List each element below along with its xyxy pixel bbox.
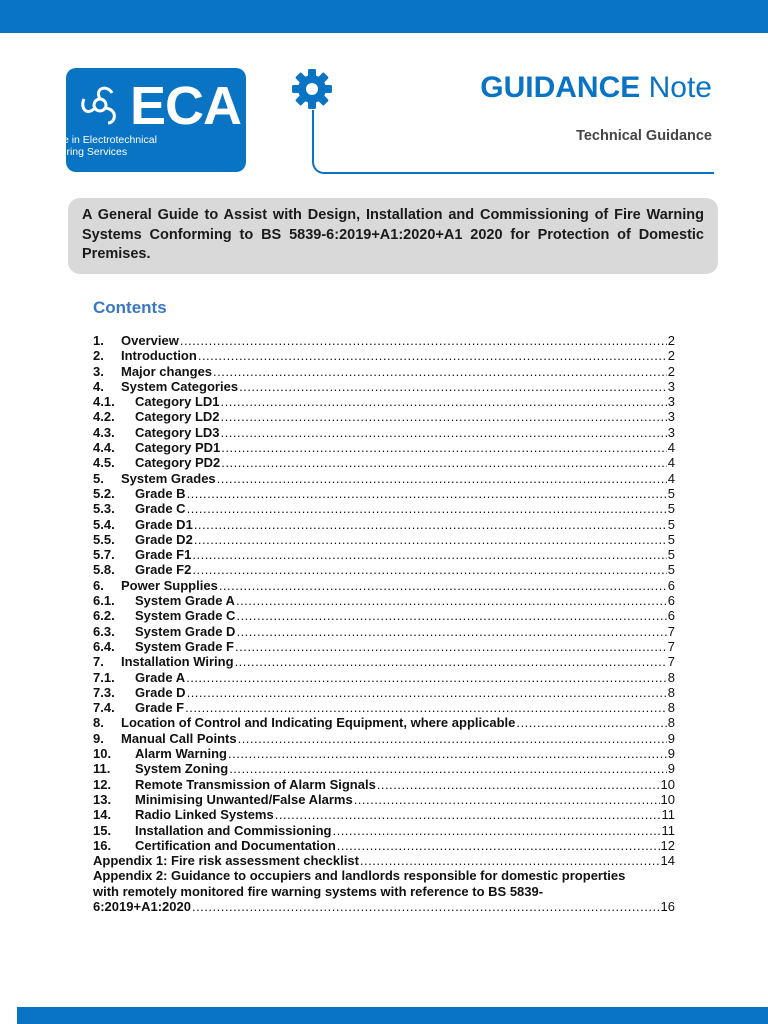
- logo-tagline-1: Excellence in Electrotechnical: [18, 134, 157, 146]
- title-bold: GUIDANCE: [480, 71, 641, 104]
- toc-entry-title: System Grade C: [135, 608, 236, 624]
- toc-entry-title: Category LD1: [135, 394, 220, 410]
- toc-entry-page: 10: [660, 776, 675, 792]
- toc-entry-title: Grade D: [135, 684, 186, 700]
- toc-entry-title-line-1: Appendix 2: Guidance to occupiers and landlords responsible for domestic properties: [93, 868, 626, 884]
- toc-leader-dots: [236, 593, 667, 608]
- toc-entry-number: 12.: [93, 776, 112, 792]
- toc-entry-title: Grade B: [135, 485, 186, 501]
- toc-entry-number: 1.: [93, 333, 104, 348]
- toc-entry-page: 7: [667, 654, 675, 670]
- toc-entry-number: 6.3.: [93, 623, 115, 639]
- toc-entry-page: 2: [667, 333, 675, 348]
- toc-entry-number: 13.: [93, 791, 112, 807]
- toc-entry-title: Remote Transmission of Alarm Signals: [135, 776, 376, 792]
- toc-leader-dots: [186, 670, 667, 685]
- toc-entry[interactable]: [93, 562, 675, 577]
- toc-entry-title: Grade D2: [135, 531, 193, 547]
- toc-entry[interactable]: [93, 700, 675, 715]
- toc-entry-number: 4.4.: [93, 440, 115, 456]
- toc-entry-number: 4.2.: [93, 409, 115, 425]
- toc-entry-number: 3.: [93, 363, 104, 379]
- toc-leader-dots: [198, 348, 667, 363]
- toc-entry-number: 4.5.: [93, 455, 115, 471]
- eca-triskelion-icon: [78, 83, 122, 127]
- toc-entry-number: 5.7.: [93, 547, 115, 563]
- toc-entry-page: 14: [660, 853, 675, 869]
- toc-entry-page: 4: [667, 470, 675, 486]
- toc-entry[interactable]: [93, 761, 675, 776]
- document-title-box: [68, 198, 718, 274]
- toc-entry-number: 5.8.: [93, 562, 115, 578]
- toc-entry-page: 8: [667, 715, 675, 731]
- toc-leader-dots: [238, 731, 667, 746]
- toc-leader-dots: [236, 624, 666, 639]
- toc-entry-title: System Zoning: [135, 761, 229, 777]
- toc-entry-number: 16.: [93, 837, 112, 853]
- toc-entry-page: 2: [667, 348, 675, 364]
- toc-leader-dots: [516, 715, 666, 730]
- toc-entry-number: 5.: [93, 470, 104, 486]
- toc-entry[interactable]: [93, 486, 675, 501]
- toc-entry-title: Power Supplies: [121, 577, 218, 593]
- document-title: A General Guide to Assist with Design, Installation and Commissioning of Fire Warning Systems Conforming to BS 5839-6:2019+A1:2020+A1 2020 for Protection of Domestic Premises.: [82, 207, 704, 262]
- toc-entry[interactable]: [93, 547, 675, 562]
- toc-entry-number: 15.: [93, 822, 112, 838]
- toc-entry[interactable]: [93, 639, 675, 654]
- toc-entry-title: Grade F2: [135, 562, 192, 578]
- toc-leader-dots: [337, 838, 660, 853]
- toc-entry[interactable]: [93, 777, 675, 792]
- toc-entry[interactable]: [93, 654, 675, 669]
- toc-entry[interactable]: [93, 792, 675, 807]
- toc-entry-title: System Grades: [121, 470, 216, 486]
- toc-entry[interactable]: [93, 731, 675, 746]
- toc-entry-title: System Grade D: [135, 623, 236, 639]
- toc-entry-title: Introduction: [121, 348, 197, 364]
- toc-leader-dots: [187, 685, 667, 700]
- toc-leader-dots: [192, 899, 660, 914]
- toc-entry-page: 5: [667, 516, 675, 532]
- toc-leader-dots: [192, 562, 666, 577]
- toc-leader-dots: [360, 853, 660, 868]
- toc-entry[interactable]: [93, 807, 675, 822]
- toc-entry[interactable]: [93, 409, 675, 424]
- toc-entry[interactable]: [93, 471, 675, 486]
- toc-entry-page: 11: [661, 807, 675, 823]
- toc-entry-number: 7.4.: [93, 700, 115, 716]
- toc-entry[interactable]: [93, 501, 675, 516]
- toc-entry-title: System Grade A: [135, 593, 235, 609]
- toc-entry-number: 5.2.: [93, 485, 115, 501]
- toc-entry-title: Appendix 1: Fire risk assessment checklist: [93, 853, 359, 869]
- top-banner: [0, 0, 768, 33]
- toc-entry[interactable]: [93, 823, 675, 838]
- toc-entry-page: 16: [660, 898, 675, 914]
- toc-leader-dots: [217, 471, 667, 486]
- toc-entry-page: 3: [667, 424, 675, 440]
- toc-entry-title: Installation and Commissioning: [135, 822, 332, 838]
- toc-entry-number: 6.2.: [93, 608, 115, 624]
- toc-entry-page: 8: [667, 669, 675, 685]
- toc-entry-page: 6: [667, 608, 675, 624]
- toc-entry-appendix-2[interactable]: [93, 868, 675, 914]
- toc-entry-title: Radio Linked Systems: [135, 807, 274, 823]
- toc-entry[interactable]: [93, 746, 675, 761]
- toc-entry-title: Grade C: [135, 501, 186, 517]
- toc-entry-page: 5: [667, 547, 675, 563]
- logo-wordmark: ECA: [130, 76, 242, 136]
- toc-entry[interactable]: [93, 379, 675, 394]
- toc-leader-dots: [221, 455, 667, 470]
- toc-entry-number: 5.5.: [93, 531, 115, 547]
- toc-entry[interactable]: [93, 425, 675, 440]
- toc-entry[interactable]: [93, 578, 675, 593]
- toc-entry-page: 6: [667, 577, 675, 593]
- toc-leader-dots: [275, 807, 661, 822]
- toc-entry-title-line-3: 6:2019+A1:2020: [93, 898, 191, 914]
- toc-entry-page: 11: [661, 822, 675, 838]
- toc-entry[interactable]: [93, 348, 675, 363]
- toc-entry-page: 5: [667, 501, 675, 517]
- toc-entry[interactable]: [93, 838, 675, 853]
- toc-leader-dots: [354, 792, 660, 807]
- table-of-contents: [93, 333, 675, 914]
- toc-leader-dots: [194, 532, 667, 547]
- toc-leader-dots: [194, 517, 667, 532]
- toc-entry-number: 4.: [93, 378, 104, 394]
- toc-entry-page: 5: [667, 531, 675, 547]
- page-subtitle: Technical Guidance: [576, 128, 712, 144]
- toc-entry-page: 6: [667, 593, 675, 609]
- toc-entry-number: 8.: [93, 715, 104, 731]
- toc-entry-number: 6.1.: [93, 593, 115, 609]
- toc-entry-number: 9.: [93, 730, 104, 746]
- toc-entry[interactable]: [93, 455, 675, 470]
- toc-entry-title: Manual Call Points: [121, 730, 237, 746]
- toc-leader-dots: [221, 425, 667, 440]
- toc-entry-page: 7: [667, 638, 675, 654]
- toc-leader-dots: [235, 639, 667, 654]
- toc-entry-number: 6.: [93, 577, 104, 593]
- toc-entry-number: 4.3.: [93, 424, 115, 440]
- toc-entry-page: 3: [667, 394, 675, 410]
- page-title: [480, 70, 712, 106]
- toc-entry-title: System Grade F: [135, 638, 234, 654]
- toc-leader-dots: [219, 578, 667, 593]
- toc-entry-page: 3: [667, 378, 675, 394]
- toc-leader-dots: [239, 379, 667, 394]
- toc-entry-title-line-2: with remotely monitored fire warning systems with reference to BS 5839-: [93, 883, 544, 899]
- toc-entry-number: 5.4.: [93, 516, 115, 532]
- toc-entry-page: 4: [667, 440, 675, 456]
- bottom-banner: [17, 1007, 768, 1024]
- toc-entry[interactable]: [93, 624, 675, 639]
- toc-entry-title: Minimising Unwanted/False Alarms: [135, 791, 353, 807]
- toc-entry[interactable]: [93, 394, 675, 409]
- toc-entry-number: 4.1.: [93, 394, 115, 410]
- toc-entry-title: Location of Control and Indicating Equipment, where applicable: [121, 715, 516, 731]
- toc-entry-title: Installation Wiring: [121, 654, 234, 670]
- toc-entry-number: 10.: [93, 746, 112, 762]
- toc-entry-title: Category LD3: [135, 424, 220, 440]
- toc-entry-number: 11.: [93, 761, 111, 777]
- toc-entry-number: 7.1.: [93, 669, 115, 685]
- toc-leader-dots: [180, 333, 667, 348]
- toc-entry[interactable]: [93, 670, 675, 685]
- toc-entry-title: System Categories: [121, 378, 239, 394]
- toc-entry-title: Alarm Warning: [135, 746, 227, 762]
- toc-entry[interactable]: [93, 333, 675, 348]
- toc-entry-number: 5.3.: [93, 501, 115, 517]
- toc-entry-page: 5: [667, 485, 675, 501]
- toc-entry[interactable]: [93, 532, 675, 547]
- toc-entry-appendix-1[interactable]: [93, 853, 675, 868]
- toc-leader-dots: [235, 654, 667, 669]
- toc-leader-dots: [187, 486, 667, 501]
- toc-leader-dots: [228, 746, 667, 761]
- toc-entry[interactable]: [93, 685, 675, 700]
- toc-entry[interactable]: [93, 440, 675, 455]
- toc-leader-dots: [236, 608, 666, 623]
- toc-entry-page: 8: [667, 700, 675, 716]
- toc-entry-number: 7.3.: [93, 684, 115, 700]
- toc-leader-dots: [213, 364, 667, 379]
- toc-entry-title: Major changes: [121, 363, 213, 379]
- toc-entry-page: 4: [667, 455, 675, 471]
- toc-entry-title: Grade F1: [135, 547, 192, 563]
- toc-leader-dots: [229, 761, 667, 776]
- toc-leader-dots: [221, 394, 667, 409]
- toc-leader-dots: [332, 823, 660, 838]
- logo-tagline-2: & Engineering Services: [18, 146, 128, 158]
- toc-entry-page: 5: [667, 562, 675, 578]
- toc-leader-dots: [187, 501, 667, 516]
- toc-entry-title: Category LD2: [135, 409, 220, 425]
- toc-entry-title: Certification and Documentation: [135, 837, 336, 853]
- toc-entry-title: Category PD1: [135, 440, 221, 456]
- toc-entry-number: 7.: [93, 654, 104, 670]
- toc-entry-title: Overview: [121, 333, 179, 348]
- toc-leader-dots: [221, 409, 667, 424]
- toc-entry-page: 2: [667, 363, 675, 379]
- toc-entry[interactable]: [93, 715, 675, 730]
- toc-entry-number: 14.: [93, 807, 112, 823]
- toc-entry[interactable]: [93, 517, 675, 532]
- contents-heading: Contents: [93, 298, 167, 317]
- toc-entry[interactable]: [93, 364, 675, 379]
- toc-entry-page: 10: [660, 791, 675, 807]
- toc-entry-page: 12: [660, 837, 675, 853]
- toc-entry-page: 9: [667, 730, 675, 746]
- toc-leader-dots: [221, 440, 667, 455]
- title-light: Note: [648, 71, 712, 104]
- toc-entry-page: 3: [667, 409, 675, 425]
- toc-entry-title: Category PD2: [135, 455, 221, 471]
- toc-entry-title: Grade A: [135, 669, 186, 685]
- toc-leader-dots: [377, 777, 660, 792]
- toc-leader-dots: [185, 700, 667, 715]
- toc-entry[interactable]: [93, 593, 675, 608]
- toc-entry[interactable]: [93, 608, 675, 623]
- toc-entry-page: 7: [667, 623, 675, 639]
- toc-entry-number: 2.: [93, 348, 104, 364]
- toc-leader-dots: [192, 547, 666, 562]
- toc-entry-page: 9: [667, 746, 675, 762]
- toc-entry-page: 8: [667, 684, 675, 700]
- toc-entry-title: Grade F: [135, 700, 185, 716]
- toc-entry-page: 9: [667, 761, 675, 777]
- gear-icon: [291, 68, 333, 110]
- toc-entry-title: Grade D1: [135, 516, 193, 532]
- toc-entry-number: 6.4.: [93, 638, 115, 654]
